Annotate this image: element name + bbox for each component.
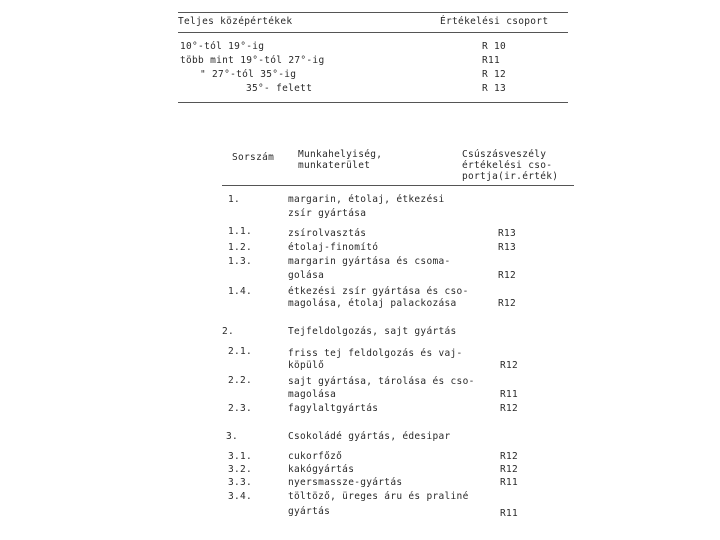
row-number: 3.1.: [228, 451, 253, 462]
row-number: 2.: [222, 326, 235, 337]
col-header-risk-line1: Csúszásveszély: [462, 149, 547, 160]
row-number: 3.2.: [228, 464, 253, 475]
row-label-cont: magolása: [288, 389, 337, 400]
row-number: 2.3.: [228, 403, 253, 414]
row-number: 3.3.: [228, 477, 253, 488]
row-number: 2.1.: [228, 346, 253, 357]
top-row-group: R 13: [482, 83, 507, 94]
row-value: R11: [500, 389, 519, 400]
row-label: Csokoládé gyártás, édesipar: [288, 431, 451, 442]
row-label-cont: zsír gyártása: [288, 208, 367, 219]
row-number: 1.4.: [228, 286, 253, 297]
col-header-sorszam: Sorszám: [232, 152, 275, 163]
top-row-group: R11: [482, 55, 501, 66]
top-table-rule-top: [178, 12, 568, 13]
row-value: R13: [498, 228, 517, 239]
row-value: R12: [498, 298, 517, 309]
row-number: 1.3.: [228, 256, 253, 267]
row-value: R12: [500, 451, 519, 462]
top-row-group: R 10: [482, 41, 507, 52]
top-row-range: több mint 19°-tól 27°-ig: [180, 55, 325, 66]
row-label-cont: magolása, étolaj palackozása: [288, 298, 457, 309]
top-header-right: Értékelési csoport: [440, 16, 549, 27]
row-label: margarin, étolaj, étkezési: [288, 194, 445, 205]
main-table-rule-header: [222, 185, 574, 186]
row-number: 1.2.: [228, 242, 253, 253]
row-value: R12: [500, 403, 519, 414]
row-label: friss tej feldolgozás és vaj-: [288, 348, 463, 359]
row-label: margarin gyártása és csoma-: [288, 256, 451, 267]
top-row-range: " 27°-tól 35°-ig: [200, 69, 297, 80]
row-value: R12: [498, 270, 517, 281]
row-number: 3.4.: [228, 491, 253, 502]
top-row-range: 10°-tól 19°-ig: [180, 41, 265, 52]
row-value: R11: [500, 508, 519, 519]
col-header-work-line1: Munkahelyiség,: [298, 149, 383, 160]
row-label-cont: golása: [288, 270, 325, 281]
row-label: zsírolvasztás: [288, 228, 367, 239]
row-value: R13: [498, 242, 517, 253]
row-number: 1.: [228, 194, 241, 205]
top-table-rule-header: [178, 32, 568, 33]
row-number: 3.: [226, 431, 239, 442]
row-label: fagylaltgyártás: [288, 403, 379, 414]
col-header-risk-line3: portja(ir.érték): [462, 171, 559, 182]
row-label: cukorfőző: [288, 451, 343, 462]
row-value: R12: [500, 360, 519, 371]
top-row-range: 35°- felett: [246, 83, 313, 94]
row-label-cont: gyártás: [288, 506, 331, 517]
row-label: sajt gyártása, tárolása és cso-: [288, 376, 475, 387]
row-label: étolaj-finomító: [288, 242, 379, 253]
row-label-cont: köpülő: [288, 360, 325, 371]
row-number: 1.1.: [228, 226, 253, 237]
top-table-rule-bottom: [178, 102, 568, 103]
row-value: R11: [500, 477, 519, 488]
row-label: Tejfeldolgozás, sajt gyártás: [288, 326, 457, 337]
row-label: kakógyártás: [288, 464, 355, 475]
top-header-left: Teljes középértékek: [178, 16, 293, 27]
col-header-work-line2: munkaterület: [298, 160, 371, 171]
col-header-risk-line2: értékelési cso-: [462, 160, 553, 171]
row-value: R12: [500, 464, 519, 475]
row-label: nyersmassze-gyártás: [288, 477, 403, 488]
row-label: töltöző, üreges áru és praliné: [288, 491, 469, 502]
row-label: étkezési zsír gyártása és cso-: [288, 286, 469, 297]
row-number: 2.2.: [228, 375, 253, 386]
top-row-group: R 12: [482, 69, 507, 80]
